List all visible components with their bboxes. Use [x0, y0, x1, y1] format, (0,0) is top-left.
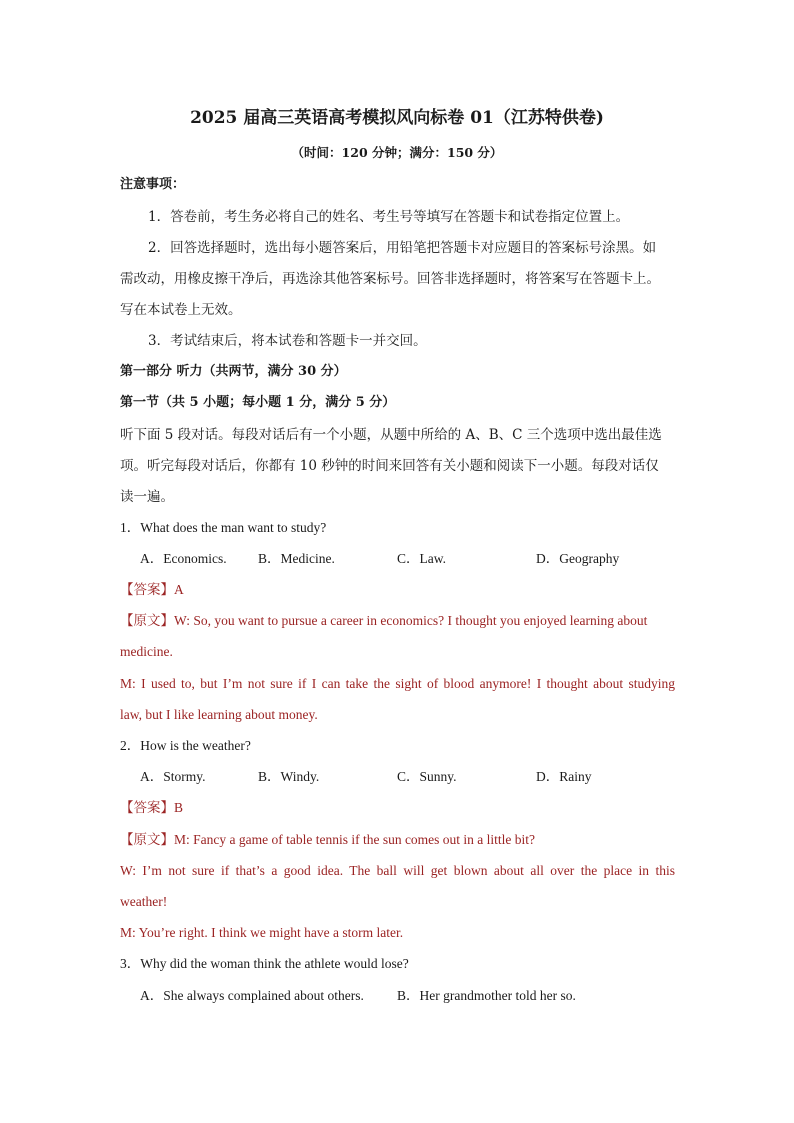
q1-answer — [120, 580, 184, 600]
q2-answer — [120, 798, 183, 818]
q3-stem: 3．Why did the woman think the athlete would lose? — [120, 956, 409, 971]
part1-intro-line-2: 项。听完每段对话后，你都有 10 秒钟的时间来回答有关小题和阅读下一小题。每段对话仅 — [120, 458, 659, 474]
q2-answer-value: B — [174, 800, 184, 815]
q2-script-line-4: M: You’re right. I think we might have a storm later. — [120, 925, 404, 940]
q1-script-text-1: W: So, you want to pursue a career in economics? I thought you enjoyed learning about — [174, 613, 648, 628]
q1-option-b: B．Medicine. — [258, 551, 335, 566]
q1-script-line-2: medicine. — [120, 644, 173, 659]
exam-title: 2025 届高三英语高考模拟风向标卷 01（江苏特供卷) — [190, 108, 604, 128]
notice-item-2-line-3: 写在本试卷上无效。 — [120, 302, 242, 318]
notice-item-1: 1．答卷前，考生务必将自己的姓名、考生号等填写在答题卡和试卷指定位置上。 — [148, 209, 630, 225]
q1-option-c: C．Law. — [397, 551, 446, 566]
q2-option-b: B．Windy. — [258, 769, 320, 784]
q1-script-tag: 【原文】 — [120, 613, 174, 629]
q2-script-tag: 【原文】 — [120, 832, 174, 848]
q1-script-line-4: law, but I like learning about money. — [120, 707, 318, 722]
q2-script-line-3: weather! — [120, 894, 168, 909]
q1-script-line-1 — [120, 611, 647, 631]
q3-option-b: B．Her grandmother told her so. — [397, 988, 576, 1003]
q2-option-d: D．Rainy — [536, 769, 592, 784]
q1-answer-tag: 【答案】 — [120, 582, 174, 598]
section1-heading: 第一节（共 5 小题；每小题 1 分，满分 5 分） — [120, 395, 396, 410]
notice-item-2-line-2: 需改动，用橡皮擦干净后，再选涂其他答案标号。回答非选择题时，将答案写在答题卡上。 — [120, 271, 660, 287]
part1-intro-line-3: 读一遍。 — [120, 489, 174, 505]
q2-script-line-2: W: I’m not sure if that’s a good idea. The ball will get blown about all over the place in this — [120, 863, 675, 878]
q2-script-text-1: M: Fancy a game of table tennis if the sun comes out in a little bit? — [174, 832, 536, 847]
part1-intro-line-1: 听下面 5 段对话。每段对话后有一个小题，从题中所给的 A、B、C 三个选项中选出最佳选 — [120, 427, 662, 443]
notice-item-3: 3．考试结束后，将本试卷和答题卡一并交回。 — [148, 333, 427, 349]
q1-option-a: A．Economics. — [140, 551, 227, 566]
q1-script-line-3: M: I used to, but I’m not sure if I can take the sight of blood anymore! I thought about studying — [120, 676, 675, 691]
q3-option-a: A．She always complained about others. — [140, 988, 364, 1003]
q2-script-line-1 — [120, 830, 535, 850]
q1-option-d: D．Geography — [536, 551, 620, 566]
q1-stem: 1．What does the man want to study? — [120, 520, 327, 535]
notice-item-2-line-1: 2．回答选择题时，选出每小题答案后，用铅笔把答题卡对应题目的答案标号涂黑。如 — [148, 240, 657, 256]
notice-heading: 注意事项： — [120, 177, 186, 192]
part1-heading: 第一部分 听力（共两节，满分 30 分） — [120, 364, 347, 379]
exam-subtitle: （时间：120 分钟；满分：150 分） — [291, 145, 503, 160]
q2-option-c: C．Sunny. — [397, 769, 457, 784]
q1-answer-value: A — [174, 582, 184, 597]
q2-option-a: A．Stormy. — [140, 769, 206, 784]
q2-stem: 2．How is the weather? — [120, 738, 251, 753]
q2-answer-tag: 【答案】 — [120, 800, 174, 816]
